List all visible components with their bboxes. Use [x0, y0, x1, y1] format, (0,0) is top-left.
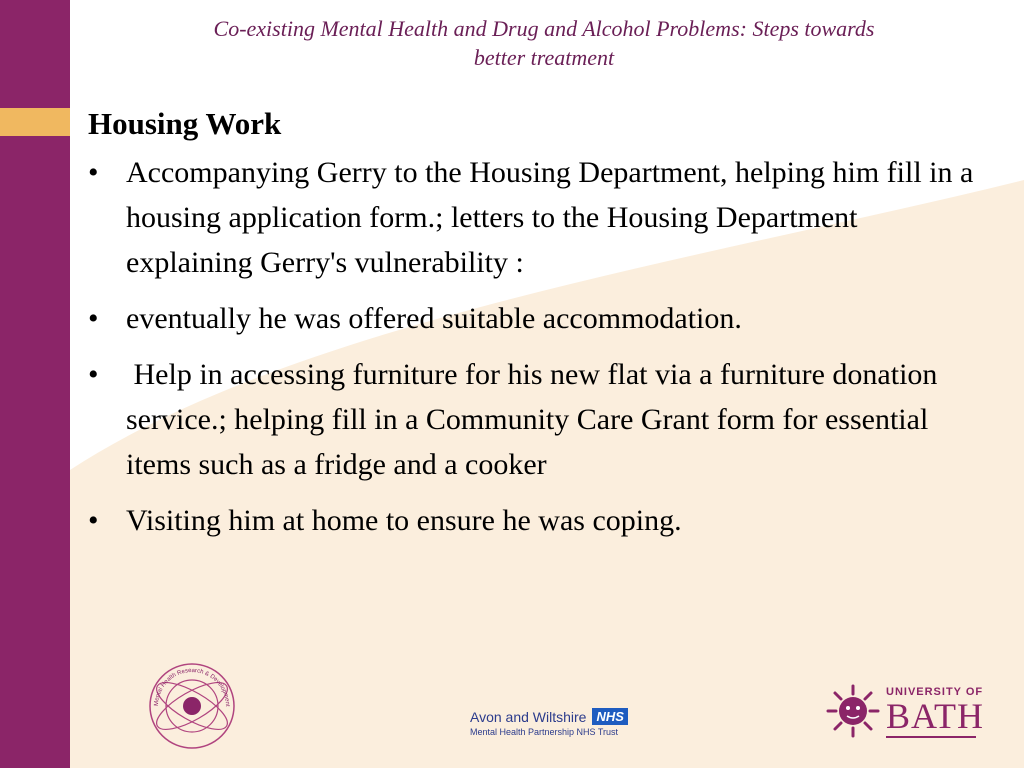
bullet-item — [88, 498, 988, 543]
nhs-badge: NHS — [592, 708, 627, 725]
bullet-text: Help in accessing furniture for his new flat via a furniture donation service.; helping fill in a Community Care Grant form for essential items such as a fridge and a cooker — [126, 358, 945, 481]
nhs-trust-logo — [470, 708, 628, 737]
slide-title-line: Co-existing Mental Health and Drug and Alcohol Problems: Steps towards — [213, 16, 875, 41]
nhs-trust-name: Avon and Wiltshire — [470, 708, 587, 725]
slide-title — [92, 14, 996, 72]
slide-body — [88, 104, 988, 554]
bullet-item — [88, 296, 988, 341]
bath-label: BATH — [886, 696, 985, 736]
bullet-marker: • — [88, 156, 99, 189]
university-name — [886, 686, 984, 738]
bullet-item — [88, 352, 988, 487]
nhs-trust-subtitle: Mental Health Partnership NHS Trust — [470, 727, 619, 737]
bullet-marker: • — [88, 504, 99, 537]
left-sidebar-accent — [0, 108, 70, 136]
bullet-list — [88, 150, 988, 543]
bullet-marker: • — [88, 358, 99, 391]
atom-emblem-icon — [146, 660, 238, 752]
bath-underline — [886, 736, 976, 738]
bullet-text: eventually he was offered suitable accommodation. — [126, 302, 742, 335]
university-of-label: UNIVERSITY OF — [886, 686, 984, 698]
university-of-bath-logo — [826, 684, 985, 744]
bullet-marker: • — [88, 302, 99, 335]
bullet-text: Visiting him at home to ensure he was coping. — [126, 504, 682, 537]
bullet-item — [88, 150, 988, 285]
slide-title-line: better treatment — [473, 45, 615, 70]
section-heading: Housing Work — [88, 106, 282, 141]
emblem-ring-text: Mental Health Research & Development — [153, 667, 231, 707]
sun-face-seal-icon — [826, 684, 880, 738]
bullet-text: Accompanying Gerry to the Housing Department, helping him fill in a housing application form.; letters to the Housing Department explaining Gerry's vulnerability : — [126, 156, 974, 279]
